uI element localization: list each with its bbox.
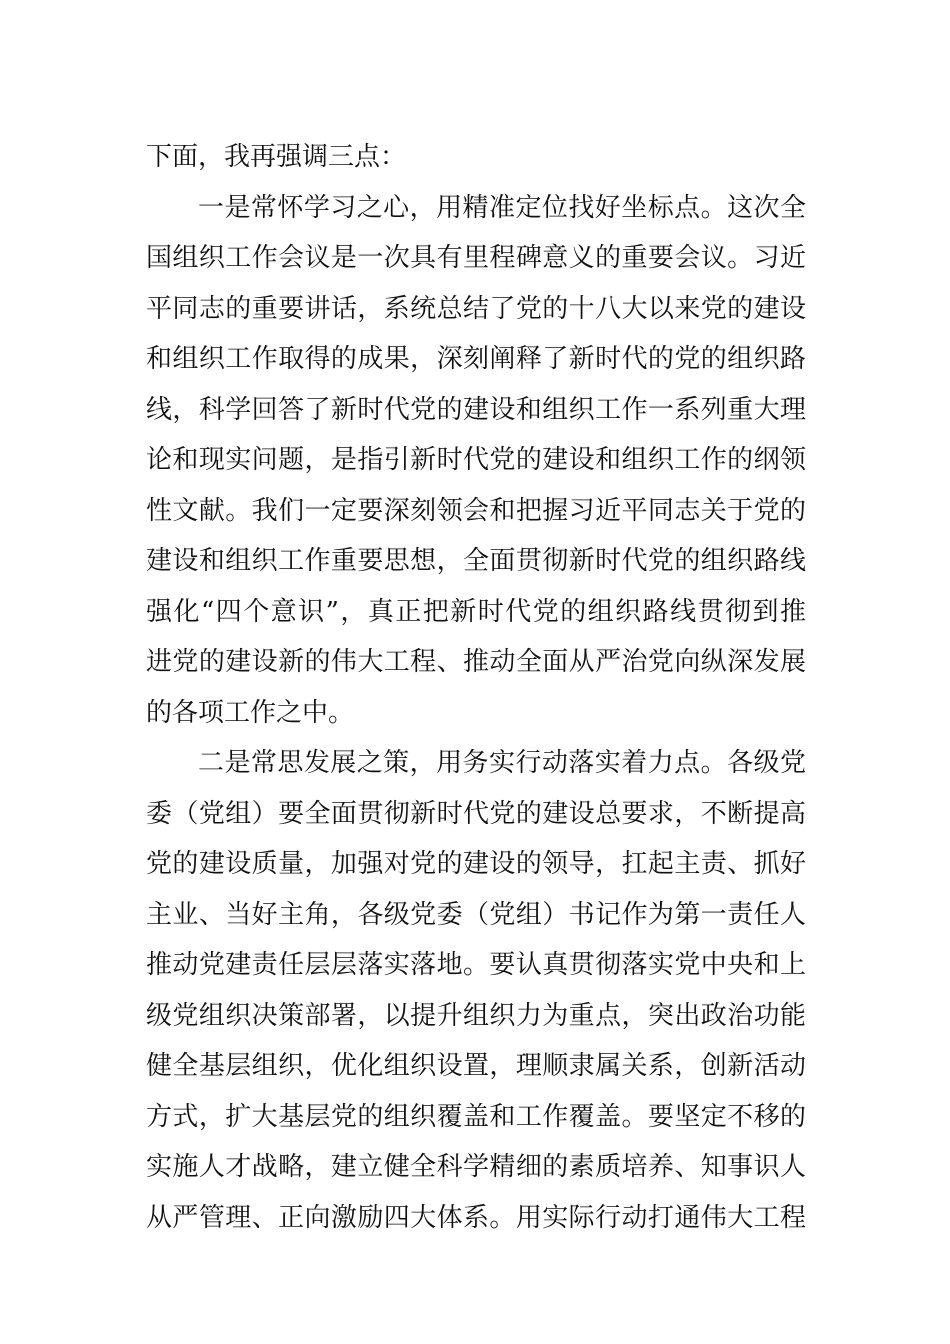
text-line: 从严管理、正向激励四大体系。用实际行动打通伟大工程 <box>146 1202 806 1233</box>
text-line: 级党组织决策部署，以提升组织力为重点，突出政治功能 <box>146 1000 806 1031</box>
text-line: 方式，扩大基层党的组织覆盖和工作覆盖。要坚定不移的 <box>146 1101 806 1132</box>
text-line: 的各项工作之中。 <box>146 697 355 728</box>
text-line: 健全基层组织，优化组织设置，理顺隶属关系，创新活动 <box>146 1051 806 1081</box>
body-text <box>146 132 806 1243</box>
text-line: 党的建设质量，加强对党的建设的领导，扛起主责、抓好 <box>146 849 806 879</box>
text-line: 推动党建责任层层落实落地。要认真贯彻落实党中央和上 <box>146 950 806 980</box>
text-line: 进党的建设新的伟大工程、推动全面从严治党向纵深发展 <box>146 647 806 677</box>
text-line: 性文献。我们一定要深刻领会和把握习近平同志关于党的 <box>146 495 806 526</box>
text-line: 一是常怀学习之心，用精准定位找好坐标点。这次全 <box>198 192 806 223</box>
text-line: 委（党组）要全面贯彻新时代党的建设总要求，不断提高 <box>146 798 806 829</box>
text-line: 主业、当好主角，各级党委（党组）书记作为第一责任人 <box>146 899 806 930</box>
text-line: 二是常思发展之策，用务实行动落实着力点。各级党 <box>198 748 806 778</box>
text-line: 平同志的重要讲话，系统总结了党的十八大以来党的建设 <box>146 293 806 324</box>
text-line: 强化“四个意识”，真正把新时代党的组织路线贯彻到推 <box>146 596 806 627</box>
text-line: 线，科学回答了新时代党的建设和组织工作一系列重大理 <box>146 394 806 425</box>
text-line: 和组织工作取得的成果，深刻阐释了新时代的党的组织路 <box>146 344 806 374</box>
text-line: 下面，我再强调三点： <box>146 142 407 172</box>
text-line: 国组织工作会议是一次具有里程碑意义的重要会议。习近 <box>146 243 806 273</box>
text-line: 建设和组织工作重要思想，全面贯彻新时代党的组织路线 <box>146 546 806 576</box>
text-line: 实施人才战略，建立健全科学精细的素质培养、知事识人 <box>146 1152 806 1182</box>
text-line: 论和现实问题，是指引新时代党的建设和组织工作的纲领 <box>146 445 806 475</box>
